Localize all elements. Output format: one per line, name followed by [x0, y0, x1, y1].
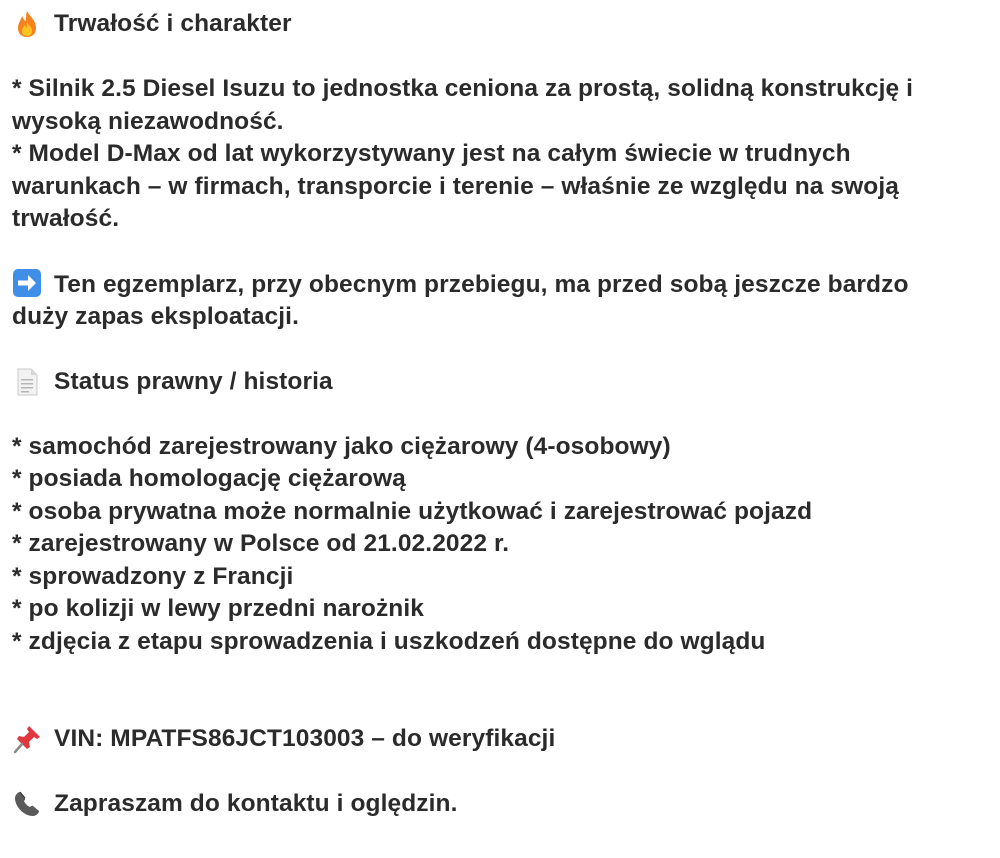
legal-item-5: * sprowadzony z Francji — [12, 562, 294, 590]
listing-description — [12, 8, 992, 821]
section-heading-legal — [12, 366, 992, 399]
durability-bullet-1-line-2: wysoką niezawodność. — [12, 107, 284, 135]
reserve-text-line-1: Ten egzemplarz, przy obecnym przebiegu, ma przed sobą jeszcze bardzo — [54, 271, 909, 298]
fire-icon — [12, 9, 42, 39]
vin-line — [12, 723, 992, 756]
contact-text: Zapraszam do kontaktu i oględzin. — [54, 790, 458, 817]
legal-heading-text: Status prawny / historia — [54, 367, 333, 395]
durability-bullet-2-line-2: warunkach – w firmach, transporcie i terenie – właśnie ze względu na swoją — [12, 172, 899, 200]
legal-item-2: * posiada homologację ciężarową — [12, 465, 406, 492]
right-arrow-icon — [12, 268, 42, 298]
telephone-icon — [12, 789, 42, 819]
reserve-line-1 — [12, 268, 992, 301]
legal-item-1: * samochód zarejestrowany jako ciężarowy (4-osobowy) — [12, 432, 671, 460]
durability-heading-text: Trwałość i charakter — [54, 10, 292, 37]
section-heading-durability — [12, 8, 992, 41]
legal-item-3: * osoba prywatna może normalnie użytkować i zarejestrować pojazd — [12, 497, 813, 525]
reserve-line-2: duży zapas eksploatacji. — [12, 302, 299, 330]
legal-item-4: * zarejestrowany w Polsce od 21.02.2022 r. — [12, 530, 510, 557]
legal-item-7: * zdjęcia z etapu sprowadzenia i uszkodzeń dostępne do wglądu — [12, 627, 766, 655]
durability-bullet-1-line-1: * Silnik 2.5 Diesel Isuzu to jednostka ceniona za prostą, solidną konstrukcję i — [12, 75, 914, 102]
pushpin-icon — [12, 724, 42, 754]
contact-line — [12, 788, 992, 821]
durability-bullet-2-line-1: * Model D-Max od lat wykorzystywany jest na całym świecie w trudnych — [12, 140, 851, 167]
durability-bullet-2-line-3: trwałość. — [12, 205, 120, 232]
document-icon — [12, 367, 42, 397]
vin-text: VIN: MPATFS86JCT103003 – do weryfikacji — [54, 725, 556, 752]
legal-item-6: * po kolizji w lewy przedni narożnik — [12, 595, 425, 622]
